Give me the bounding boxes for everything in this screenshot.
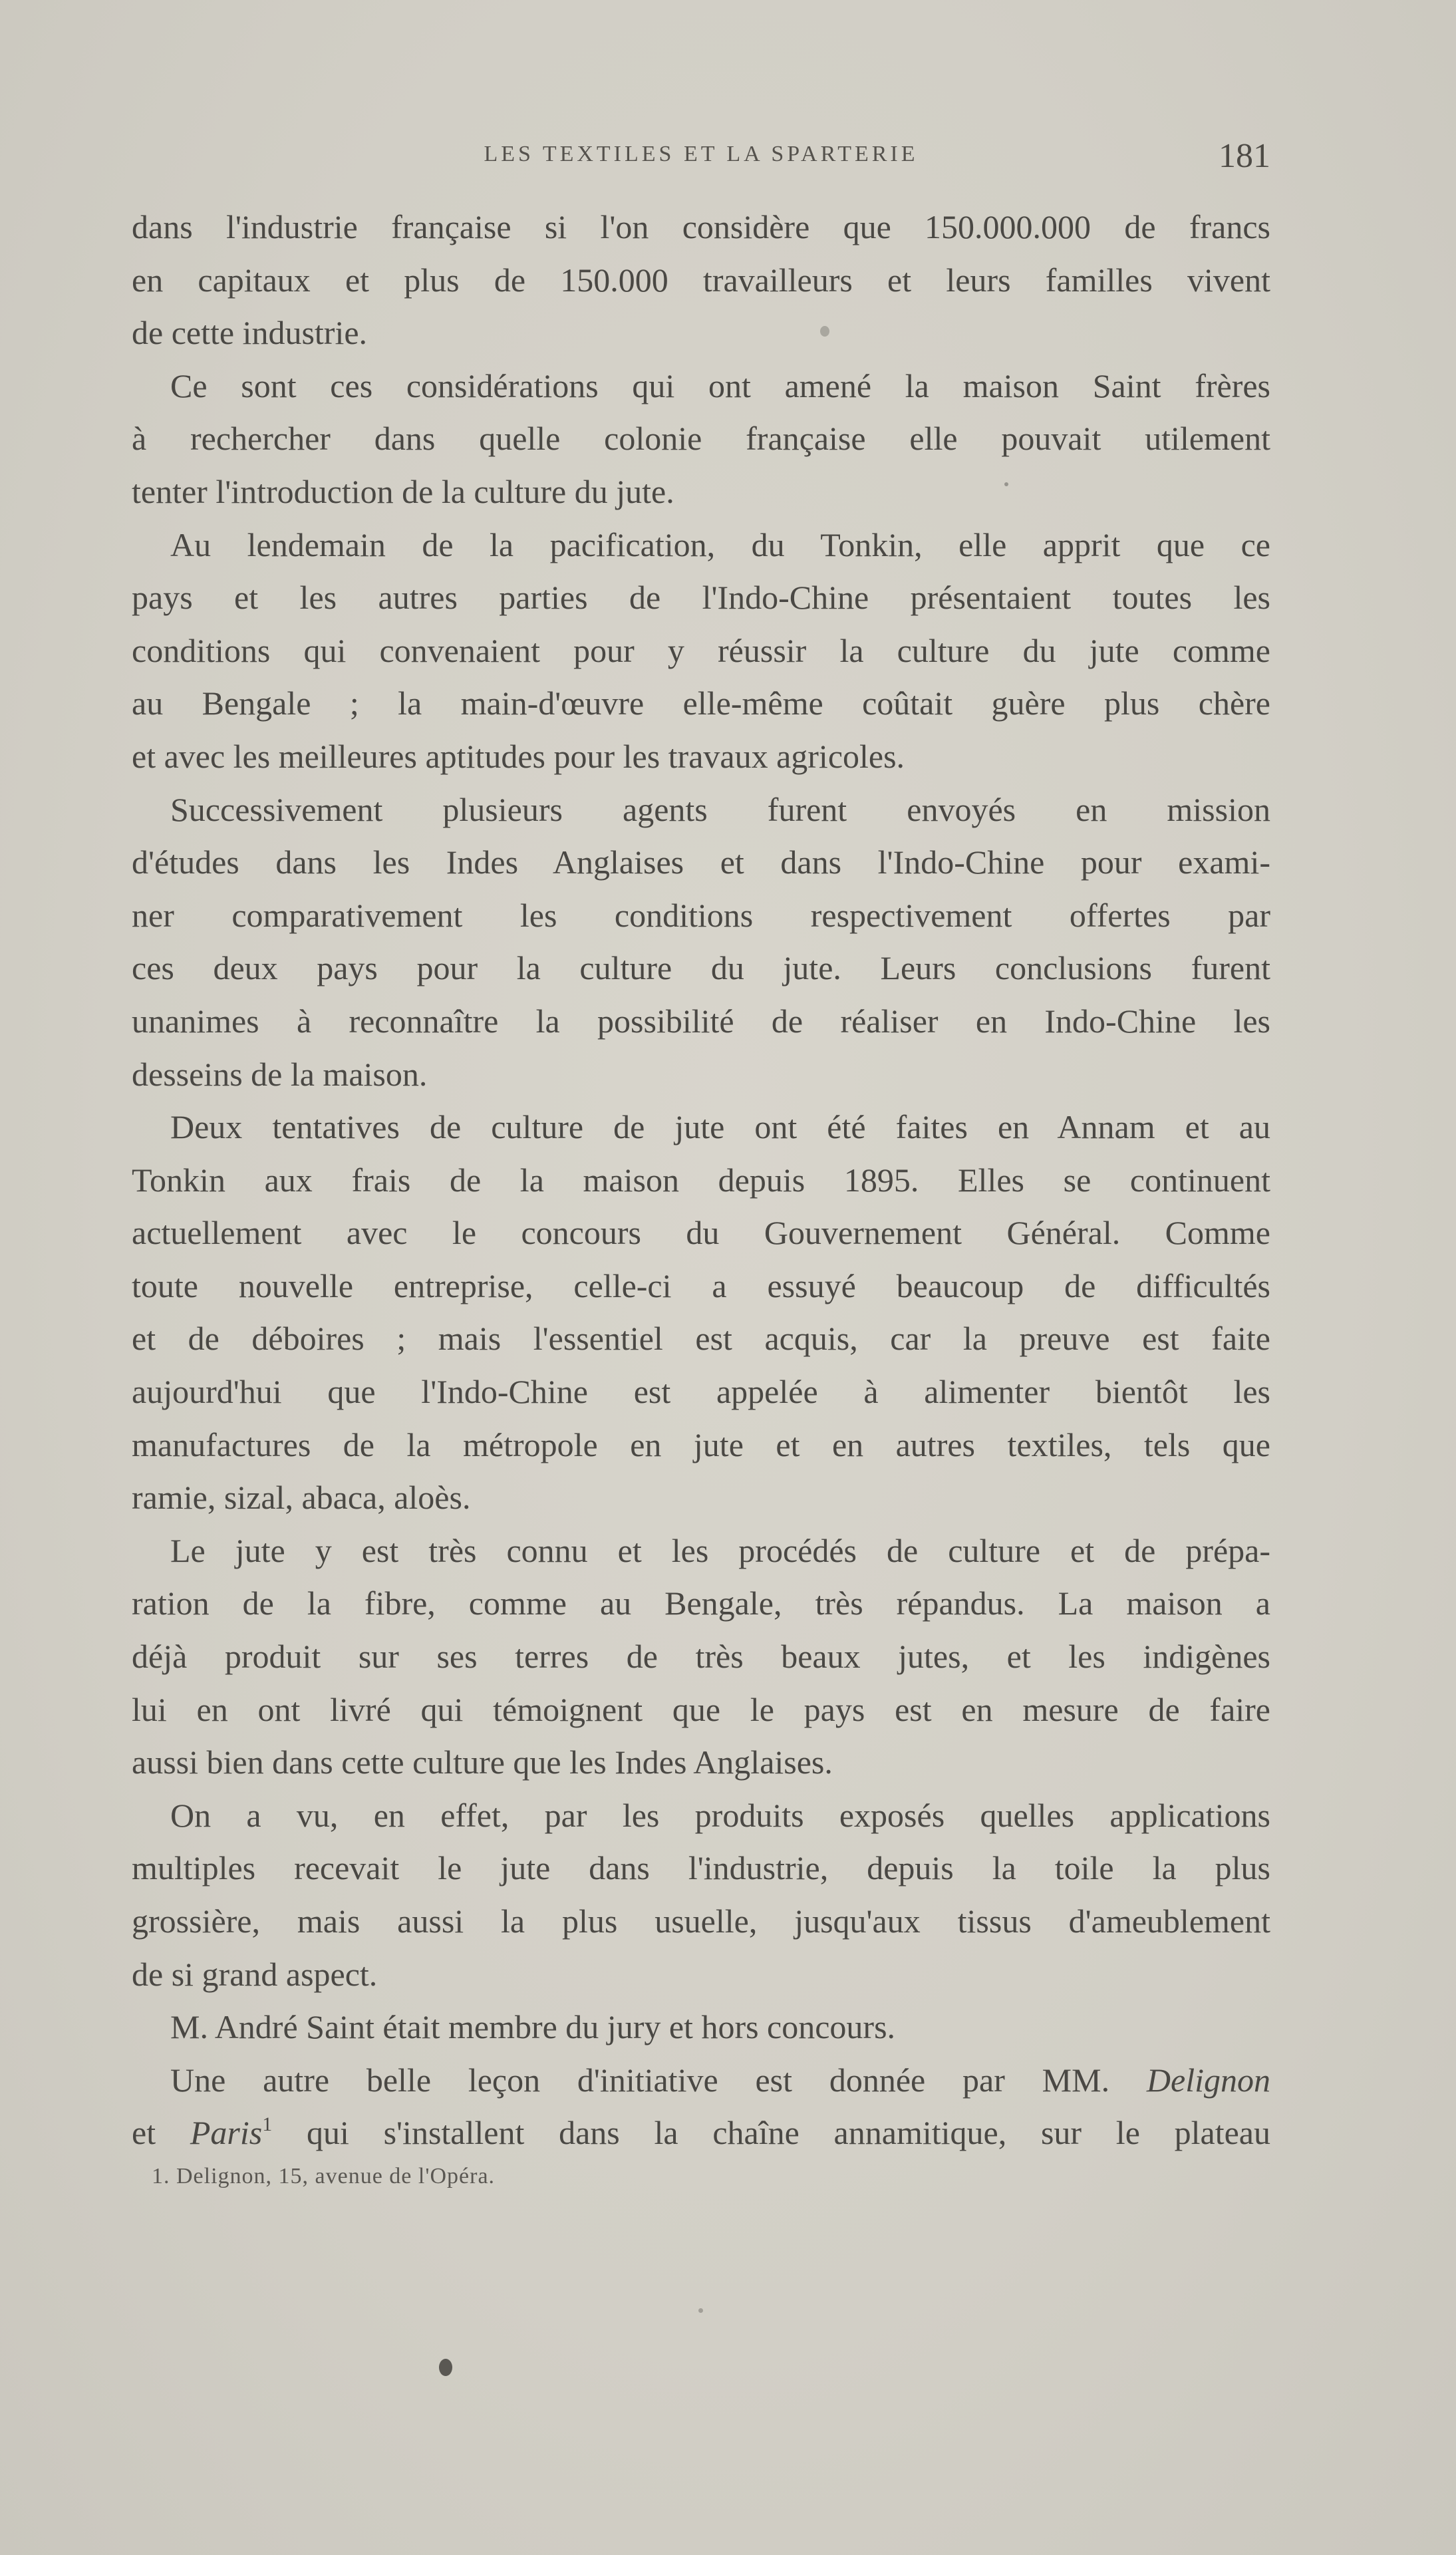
text-line: et avec les meilleures aptitudes pour les travaux agricoles. <box>132 737 905 775</box>
text-line: ces deux pays pour la culture du jute. Leurs conclusions furent <box>132 949 1270 987</box>
text-line: d'études dans les Indes Anglaises et dans l'Indo-Chine pour exami- <box>132 843 1270 881</box>
text-line: manufactures de la métropole en jute et en autres textiles, tels que <box>132 1426 1270 1463</box>
text-line: On a vu, en effet, par les produits exposés quelles applications <box>170 1796 1270 1834</box>
text-line: Deux tentatives de culture de jute ont été faites en Annam et au <box>170 1108 1270 1146</box>
text-line: ner comparativement les conditions respectivement offertes par <box>132 896 1270 934</box>
text-line: Successivement plusieurs agents furent envoyés en mission <box>170 790 1270 828</box>
page-number: 181 <box>1219 137 1270 175</box>
text-line: aujourd'hui que l'Indo-Chine est appelée à alimenter bientôt les <box>132 1373 1270 1411</box>
text-line: conditions qui convenaient pour y réussir la culture du jute comme <box>132 631 1270 669</box>
text-line: Une autre belle leçon d'initiative est donnée par MM. Delignon <box>170 2061 1270 2099</box>
footnote-marker: 1 <box>262 2113 273 2136</box>
text-line: déjà produit sur ses terres de très beaux jutes, et les indigènes <box>132 1638 1270 1676</box>
italic-name: Delignon <box>1146 2061 1270 2099</box>
text-line: et de déboires ; mais l'essentiel est acquis, car la preuve est faite <box>132 1320 1270 1358</box>
text-line: Au lendemain de la pacification, du Tonkin, elle apprit que ce <box>170 526 1270 563</box>
text-line: lui en ont livré qui témoignent que le pays est en mesure de faire <box>132 1690 1270 1728</box>
ink-speck <box>820 326 829 337</box>
text-line: toute nouvelle entreprise, celle-ci a essuyé beaucoup de difficultés <box>132 1267 1270 1304</box>
text-line: et Paris$^1$ qui s'installent dans la chaîne annamitique, sur le plateau <box>132 2113 1270 2152</box>
text-line: Tonkin aux frais de la maison depuis 1895. Elles se continuent <box>132 1161 1270 1199</box>
text-line: M. André Saint était membre du jury et hors concours. <box>170 2008 896 2046</box>
text-line: à rechercher dans quelle colonie française elle pouvait utilement <box>132 420 1270 458</box>
text-line: multiples recevait le jute dans l'industrie, depuis la toile la plus <box>132 1849 1270 1887</box>
text-line: Ce sont ces considérations qui ont amené la maison Saint frères <box>170 367 1270 404</box>
page-header <box>132 136 1270 183</box>
text-line: ramie, sizal, abaca, aloès. <box>132 1479 471 1517</box>
text-line: unanimes à reconnaître la possibilité de réaliser en Indo-Chine les <box>132 1002 1270 1040</box>
text-line: en capitaux et plus de 150.000 travailleurs et leurs familles vivent <box>132 261 1270 299</box>
ink-speck <box>1004 482 1008 486</box>
text-line: tenter l'introduction de la culture du jute. <box>132 472 674 510</box>
footnote: 1. Delignon, 15, avenue de l'Opéra. <box>152 2164 496 2188</box>
ink-speck <box>439 2359 452 2376</box>
italic-name: Paris <box>190 2114 263 2152</box>
text-line: actuellement avec le concours du Gouvernement Général. Comme <box>132 1214 1270 1252</box>
ink-speck <box>698 2308 703 2313</box>
text-line: de si grand aspect. <box>132 1955 378 1993</box>
text-line: ration de la fibre, comme au Bengale, très répandus. La maison a <box>132 1584 1270 1622</box>
text-line: pays et les autres parties de l'Indo-Chine présentaient toutes les <box>132 579 1270 617</box>
body-text <box>132 201 1270 2160</box>
text-line: desseins de la maison. <box>132 1055 428 1093</box>
text-line: Le jute y est très connu et les procédés de culture et de prépa- <box>170 1531 1270 1569</box>
text-line: au Bengale ; la main-d'œuvre elle-même coûtait guère plus chère <box>132 684 1270 722</box>
running-title: LES TEXTILES ET LA SPARTERIE <box>484 142 919 166</box>
text-line: aussi bien dans cette culture que les Indes Anglaises. <box>132 1743 833 1781</box>
text-line: dans l'industrie française si l'on considère que 150.000.000 de francs <box>132 208 1270 245</box>
text-line: de cette industrie. <box>132 314 368 352</box>
text-line: grossière, mais aussi la plus usuelle, jusqu'aux tissus d'ameublement <box>132 1902 1270 1940</box>
